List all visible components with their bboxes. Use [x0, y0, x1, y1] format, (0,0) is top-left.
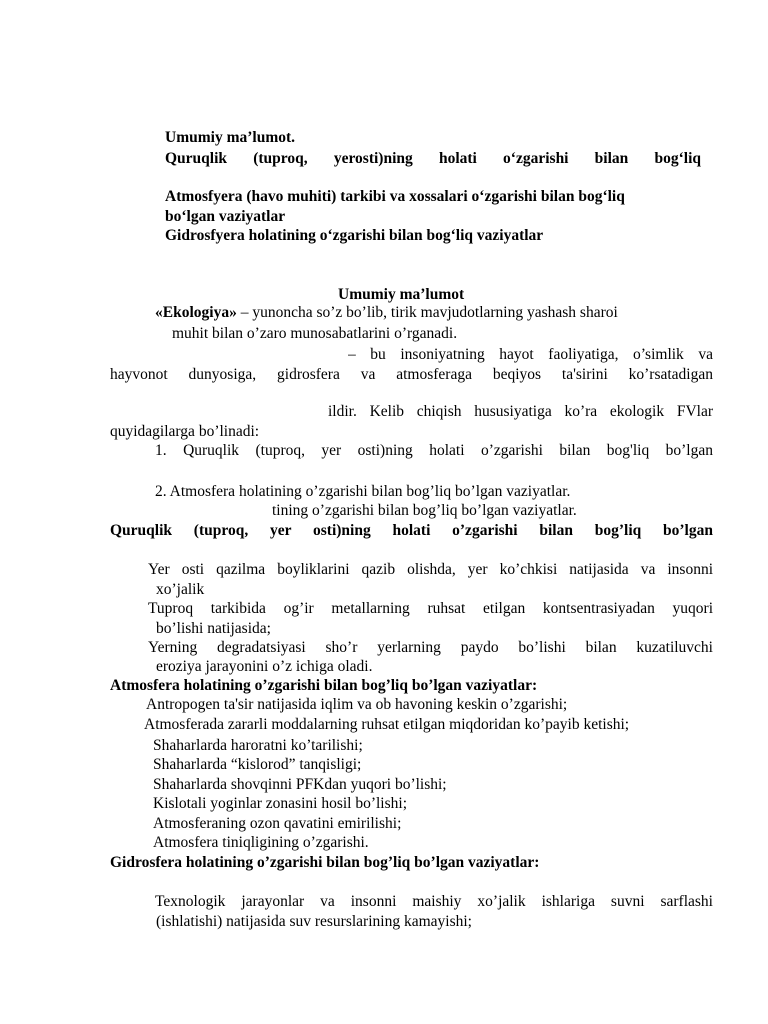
intro-line: quyidagilarga bo’linadi:: [110, 423, 260, 440]
intro-line: [155, 303, 618, 322]
intro-line: – bu insoniyatning hayot faoliyatiga, o’simlik va: [348, 346, 713, 363]
list-item: tining o’zgarishi bilan bog’liq bo’lgan vaziyatlar.: [272, 502, 577, 519]
land-item-line: eroziya jarayonini o’z ichiga oladi.: [156, 658, 373, 675]
toc-item: Umumiy ma’lumot.: [165, 129, 296, 146]
atmo-item: Shaharlarda haroratni ko’tarilishi;: [153, 737, 363, 754]
land-item-line: Yer osti qazilma boyliklarini qazib olishda, yer ko’chkisi natijasida va insonni: [148, 561, 713, 578]
intro-line: hayvonot dunyosiga, gidrosfera va atmosferaga beqiyos ta'sirini ko’rsatadigan: [110, 366, 713, 383]
atmo-item: Atmosferaning ozon qavatini emirilishi;: [153, 815, 402, 832]
hydro-item-line: Texnologik jarayonlar va insonni maishiy xo’jalik ishlariga suvni sarflashi: [155, 893, 713, 910]
toc-item: Gidrosfyera holatining o‘zgarishi bilan bog‘liq vaziyatlar: [165, 227, 544, 244]
intro-term: «Ekologiya»: [155, 304, 237, 321]
toc-item: Quruqlik (tuproq, yerosti)ning holati o‘zgarishi bilan bog‘liq: [165, 150, 701, 167]
intro-line1-rest: – yunoncha so’z bo’lib, tirik mavjudotlarning yashash sharoi: [236, 304, 618, 321]
land-item-line: Yerning degradatsiyasi sho’r yerlarning paydo bo’lishi bilan kuzatiluvchi: [148, 639, 713, 656]
atmo-item: Atmosfera tiniqligining o’zgarishi.: [153, 834, 369, 851]
intro-line: ildir. Kelib chiqish hususiyatiga ko’ra ekologik FVlar: [328, 403, 713, 420]
atmo-item: Atmosferada zararli moddalarning ruhsat etilgan miqdoridan ko’payib ketishi;: [144, 716, 630, 733]
atmo-heading: Atmosfera holatining o’zgarishi bilan bog’liq bo’lgan vaziyatlar:: [110, 677, 538, 694]
atmo-item: Shaharlarda shovqinni PFKdan yuqori bo’lishi;: [153, 776, 447, 793]
list-item: 2. Atmosfera holatining o’zgarishi bilan bog’liq bo’lgan vaziyatlar.: [155, 483, 571, 500]
land-item-line: bo’lishi natijasida;: [156, 620, 271, 637]
toc-item: Atmosfyera (havo muhiti) tarkibi va xossalari o‘zgarishi bilan bog‘liq: [165, 188, 625, 205]
toc-item: bo‘lgan vaziyatlar: [165, 208, 286, 225]
section-title: Umumiy ma’lumot: [338, 286, 465, 303]
land-item-line: xo’jalik: [156, 581, 205, 598]
land-heading: Quruqlik (tuproq, yer osti)ning holati o’zgarishi bilan bog’liq bo’lgan: [110, 522, 713, 539]
atmo-item: Antropogen ta'sir natijasida iqlim va ob havoning keskin o’zgarishi;: [146, 696, 568, 713]
hydro-item-line: (ishlatishi) natijasida suv resurslarining kamayishi;: [156, 913, 472, 930]
hydro-heading: Gidrosfera holatining o’zgarishi bilan bog’liq bo’lgan vaziyatlar:: [110, 854, 540, 871]
list-item: 1. Quruqlik (tuproq, yer osti)ning holati o’zgarishi bilan bog'liq bo’lgan: [155, 442, 713, 459]
atmo-item: Kislotali yoginlar zonasini hosil bo’lishi;: [153, 795, 408, 812]
atmo-item: Shaharlarda “kislorod” tanqisligi;: [153, 756, 362, 773]
land-item-line: Tuproq tarkibida og’ir metallarning ruhsat etilgan kontsentrasiyadan yuqori: [148, 600, 713, 617]
intro-line: muhit bilan o’zaro munosabatlarini o’rganadi.: [172, 325, 458, 342]
